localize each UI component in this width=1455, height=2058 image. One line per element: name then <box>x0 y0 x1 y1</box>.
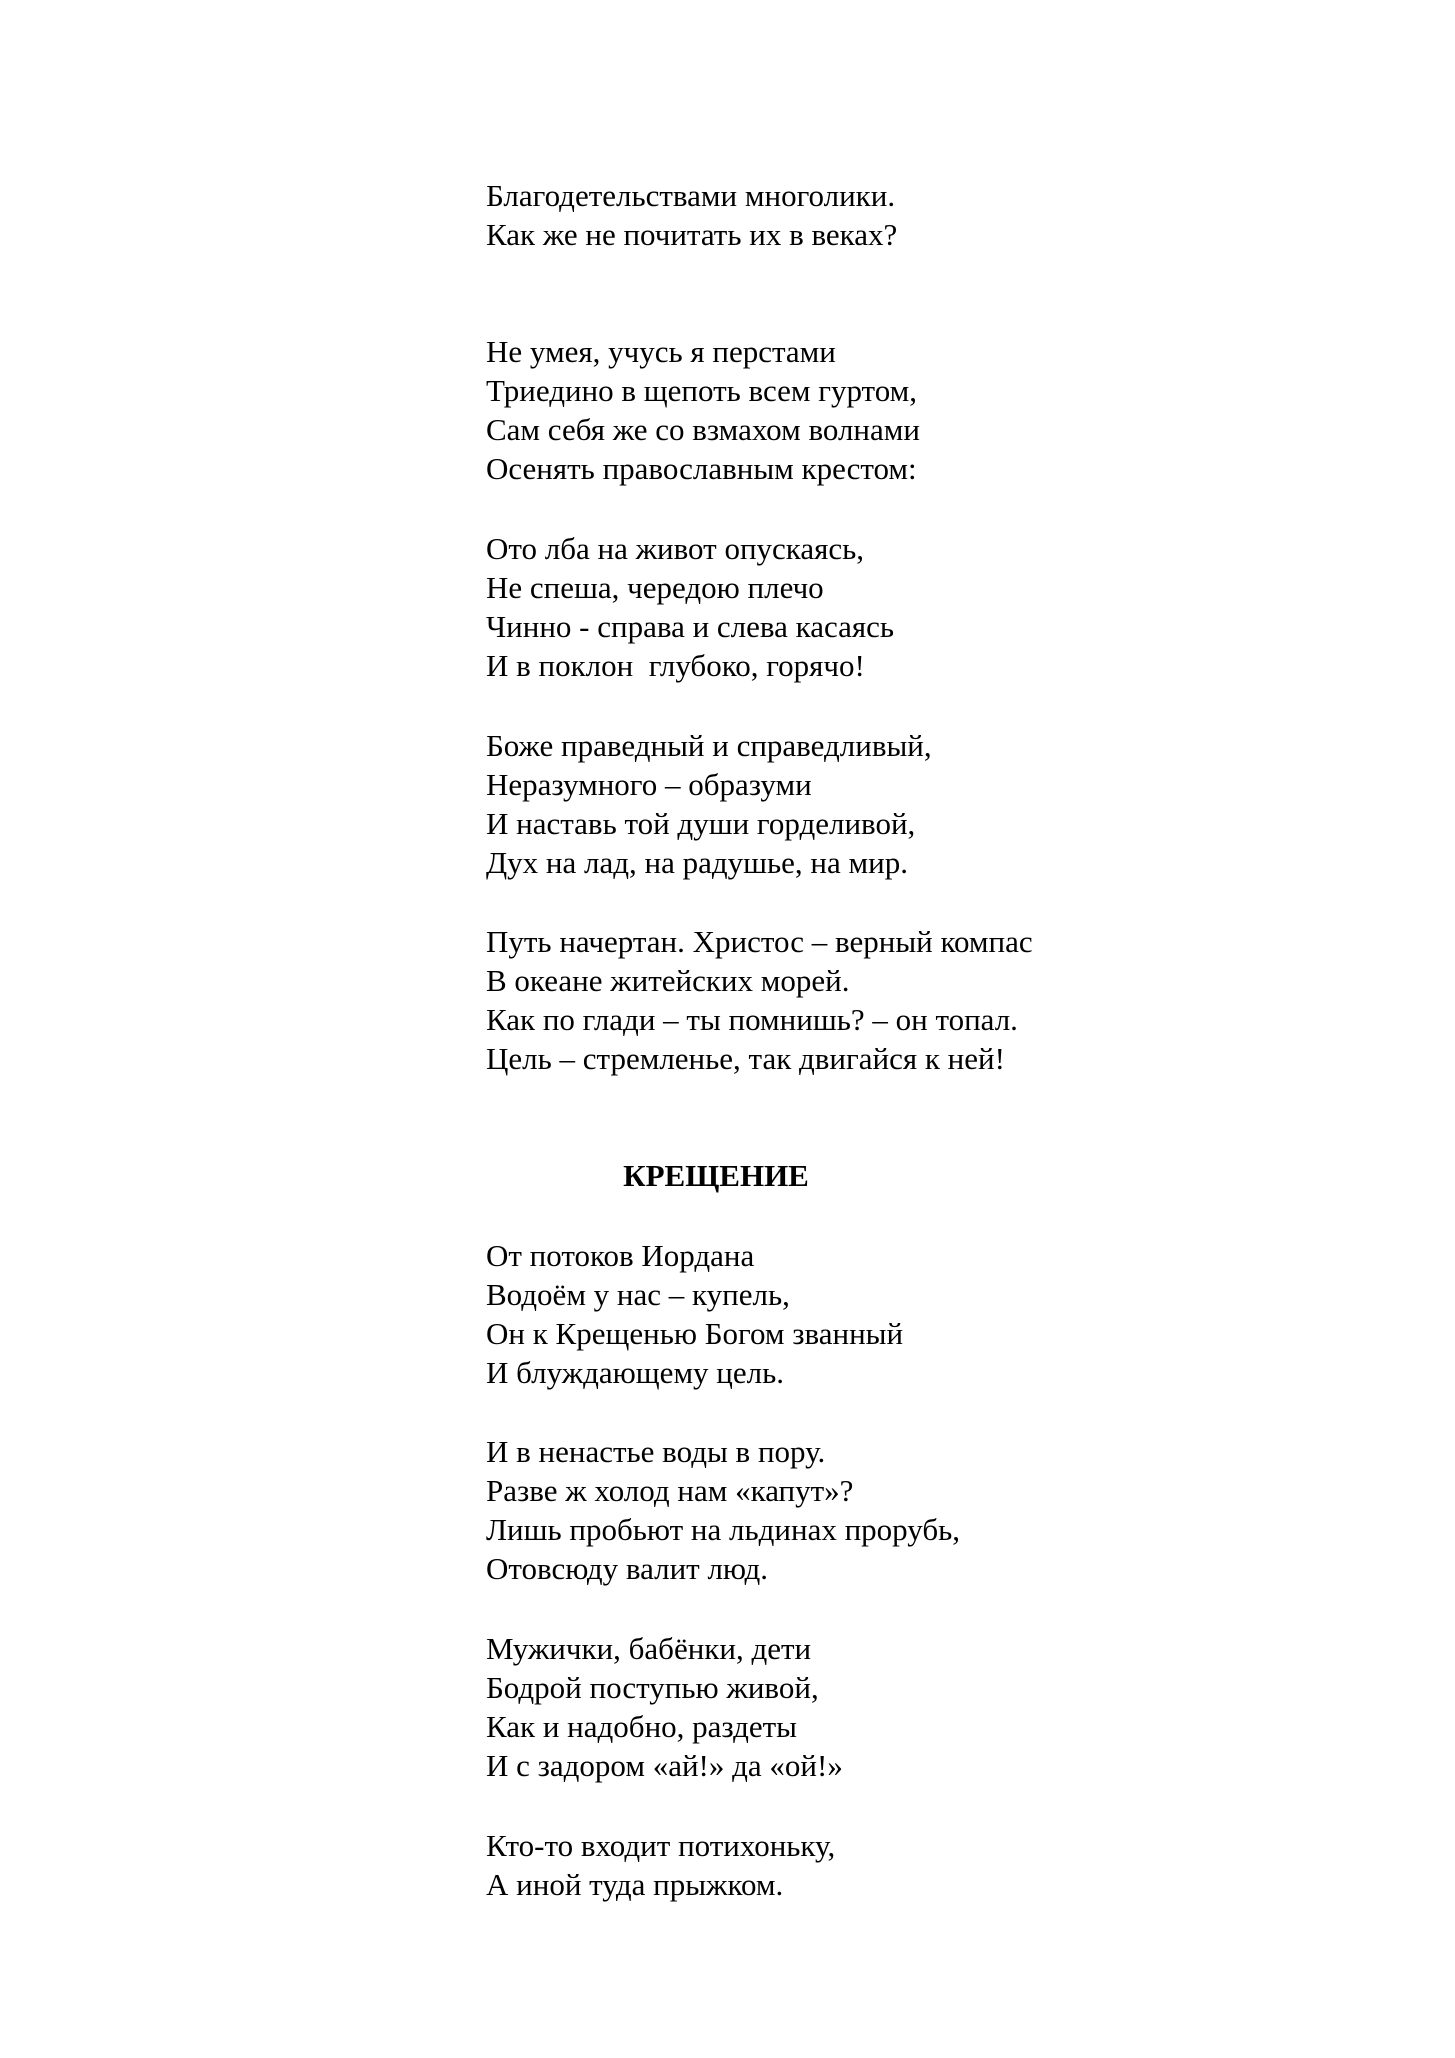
verse-line: Осенять православным крестом: <box>486 451 917 486</box>
verse-line: Ото лба на живот опускаясь, <box>486 531 865 566</box>
verse-line: Путь начертан. Христос – верный компас <box>486 924 1033 959</box>
verse-line: И наставь той души горделивой, <box>486 806 916 841</box>
verse-line: И в ненастье воды в пору. <box>486 1434 826 1469</box>
verse-line: И с задором «ай!» да «ой!» <box>486 1748 843 1783</box>
verse-line: Кто-то входит потихоньку, <box>486 1828 836 1863</box>
verse-line: Благодетельствами многолики. <box>486 178 896 213</box>
verse-line: Разве ж холод нам «капут»? <box>486 1473 854 1508</box>
verse-line: Не спеша, чередою плечо <box>486 570 824 605</box>
verse-line: Лишь пробьют на льдинах прорубь, <box>486 1512 961 1547</box>
verse-line: Сам себя же со взмахом волнами <box>486 412 920 447</box>
verse-line: Не умея, учусь я перстами <box>486 334 836 369</box>
verse-line: Дух на лад, на радушье, на мир. <box>486 845 908 880</box>
verse-line: Бодрой поступью живой, <box>486 1670 819 1705</box>
verse-line: А иной туда прыжком. <box>486 1867 784 1902</box>
verse-line: И блуждающему цель. <box>486 1355 785 1390</box>
verse-line: Чинно - справа и слева касаясь <box>486 609 895 644</box>
verse-line: И в поклон глубоко, горячо! <box>486 648 865 683</box>
verse-line: Как же не почитать их в веках? <box>486 217 898 252</box>
verse-line: Отовсюду валит люд. <box>486 1551 769 1586</box>
verse-line: От потоков Иордана <box>486 1238 755 1273</box>
verse-line: Цель – стремленье, так двигайся к ней! <box>486 1041 1005 1076</box>
verse-line: Триедино в щепоть всем гуртом, <box>486 373 917 408</box>
verse-line: Он к Крещенью Богом званный <box>486 1316 904 1351</box>
verse-line: Как по глади – ты помнишь? – он топал. <box>486 1002 1018 1037</box>
verse-line: Неразумного – образуми <box>486 767 812 802</box>
verse-line: В океане житейских морей. <box>486 963 850 998</box>
verse-line: Как и надобно, раздеты <box>486 1709 798 1744</box>
verse-line: Мужички, бабёнки, дети <box>486 1631 812 1666</box>
verse-line: Водоём у нас – купель, <box>486 1277 790 1312</box>
poem-title: КРЕЩЕНИЕ <box>623 1158 809 1193</box>
verse-line: Боже праведный и справедливый, <box>486 728 932 763</box>
